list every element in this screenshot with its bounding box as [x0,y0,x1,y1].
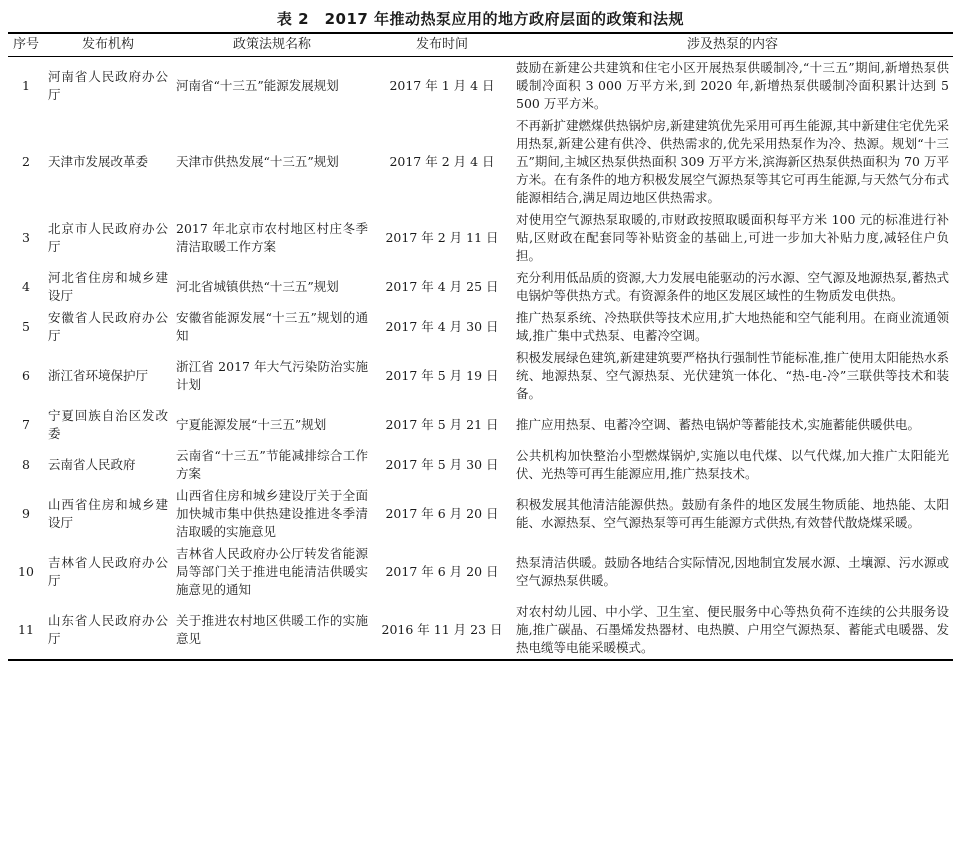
cell-content: 公共机构加快整治小型燃煤锅炉,实施以电代煤、以气代煤,加大推广太阳能光伏、光热等可再生能源应用,推广热泵技术。 [516,448,949,481]
cell-date: 2017 年 5 月 19 日 [385,368,499,383]
cell-content: 积极发展其他清洁能源供热。鼓励有条件的地区发展生物质能、地热能、太阳能、水源热泵、空气源热泵等可再生能源方式供热,有效替代散烧煤采暖。 [516,497,949,530]
cell-no: 1 [22,78,30,93]
cell-title: 安徽省能源发展“十三五”规划的通知 [176,310,368,343]
table-header [8,33,953,57]
table-row [8,347,953,405]
cell-date: 2016 年 11 月 23 日 [372,601,512,660]
cell-title: 河南省“十三五”能源发展规划 [176,78,339,93]
header-date: 发布时间 [372,33,512,57]
cell-content: 推广热泵系统、冷热联供等技术应用,扩大地热能和空气能利用。在商业流通领域,推广集中式热泵、电蓄冷空调。 [516,310,949,343]
header-row [8,33,953,57]
cell-org: 河北省住房和城乡建设厅 [48,270,168,303]
cell-date: 2017 年 2 月 4 日 [389,154,495,169]
cell-org: 山东省人民政府办公厅 [44,601,172,660]
cell-no: 2 [22,154,30,169]
cell-no: 9 [22,506,30,521]
table-row [8,445,953,485]
cell-date: 2017 年 6 月 20 日 [385,564,499,579]
cell-content: 对使用空气源热泵取暖的,市财政按照取暖面积每平方米 100 元的标准进行补贴,区财政在配套同等补贴资金的基础上,可进一步加大补贴力度,减轻住户负担。 [516,212,949,263]
header-org: 发布机构 [44,33,172,57]
cell-date: 2017 年 2 月 11 日 [385,230,499,245]
cell-no: 4 [22,279,30,294]
cell-org: 安徽省人民政府办公厅 [48,310,168,343]
table-row [8,543,953,601]
cell-no: 11 [8,601,44,660]
cell-content: 鼓励在新建公共建筑和住宅小区开展热泵供暖制冷,“十三五”期间,新增热泵供暖制冷面积 3 000 万平方米,到 2020 年,新增热泵供暖制冷面积累计达到 5 500 万平方米。 [516,60,949,111]
cell-title: 云南省“十三五”节能减排综合工作方案 [176,448,368,481]
cell-content: 不再新扩建燃煤供热锅炉房,新建建筑优先采用可再生能源,其中新建住宅优先采用热泵,新建公建有供冷、供热需求的,优先采用热泵作为冷、热源。规划“十三五”期间,主城区热泵供热面积 309 万平方米,滨海新区热泵供热面积为 70 万平方米。在有条件的地方积极发展空气源热泵等其它可再生能源,与天然气分布式能源相结合,满足周边地区供热需求。 [516,118,949,205]
table-row [8,485,953,543]
cell-org: 浙江省环境保护厅 [48,368,149,383]
cell-date: 2017 年 4 月 25 日 [385,279,499,294]
cell-date: 2017 年 4 月 30 日 [385,319,499,334]
cell-no: 10 [18,564,34,579]
cell-org: 北京市人民政府办公厅 [48,221,168,254]
table-row [8,57,953,116]
cell-org: 吉林省人民政府办公厅 [48,555,168,588]
header-title: 政策法规名称 [172,33,372,57]
table-row [8,405,953,445]
cell-content: 充分利用低品质的资源,大力发展电能驱动的污水源、空气源及地源热泵,蓄热式电锅炉等供热方式。有资源条件的地区发展区域性的生物质发电供热。 [516,270,949,303]
cell-date: 2017 年 5 月 30 日 [385,457,499,472]
table-row [8,307,953,347]
cell-date: 2017 年 6 月 20 日 [385,506,499,521]
cell-title: 2017 年北京市农村地区村庄冬季清洁取暖工作方案 [176,221,368,254]
cell-org: 天津市发展改革委 [48,154,149,169]
cell-title: 宁夏能源发展“十三五”规划 [176,417,327,432]
cell-org: 山西省住房和城乡建设厅 [48,497,168,530]
cell-no: 3 [22,230,30,245]
table-row [8,115,953,209]
cell-org: 云南省人民政府 [48,457,136,472]
cell-title: 山西省住房和城乡建设厅关于全面加快城市集中供热建设推进冬季清洁取暖的实施意见 [176,488,368,539]
cell-title: 关于推进农村地区供暖工作的实施意见 [172,601,372,660]
cell-content: 积极发展绿色建筑,新建建筑要严格执行强制性节能标准,推广使用太阳能热水系统、地源热泵、空气源热泵、光伏建筑一体化、“热-电-冷”三联供等技术和装备。 [516,350,949,401]
cell-no: 7 [22,417,30,432]
cell-title: 浙江省 2017 年大气污染防治实施计划 [176,359,368,392]
table-caption: 表 2 2017 年推动热泵应用的地方政府层面的政策和法规 [276,10,685,28]
table-row [8,267,953,307]
header-content: 涉及热泵的内容 [512,33,953,57]
cell-org: 宁夏回族自治区发改委 [48,408,168,441]
cell-no: 8 [22,457,30,472]
header-no: 序号 [8,33,44,57]
table-row [8,601,953,660]
table-body [8,57,953,661]
cell-date: 2017 年 1 月 4 日 [389,78,495,93]
cell-date: 2017 年 5 月 21 日 [385,417,499,432]
cell-title: 吉林省人民政府办公厅转发省能源局等部门关于推进电能清洁供暖实施意见的通知 [176,546,368,597]
cell-org: 河南省人民政府办公厅 [48,69,168,102]
cell-title: 天津市供热发展“十三五”规划 [176,154,339,169]
cell-content: 推广应用热泵、电蓄冷空调、蓄热电锅炉等蓄能技术,实施蓄能供暖供电。 [516,417,920,432]
cell-content: 热泵清洁供暖。鼓励各地结合实际情况,因地制宜发展水源、土壤源、污水源或空气源热泵供暖。 [516,555,949,588]
cell-no: 5 [22,319,30,334]
policy-table [8,32,953,661]
cell-no: 6 [22,368,30,383]
cell-title: 河北省城镇供热“十三五”规划 [176,279,339,294]
cell-content: 对农村幼儿园、中小学、卫生室、便民服务中心等热负荷不连续的公共服务设施,推广碳晶、石墨烯发热器材、电热膜、户用空气源热泵、蓄能式电暖器、发热电缆等电能采暖模式。 [512,601,953,660]
table-row [8,209,953,267]
